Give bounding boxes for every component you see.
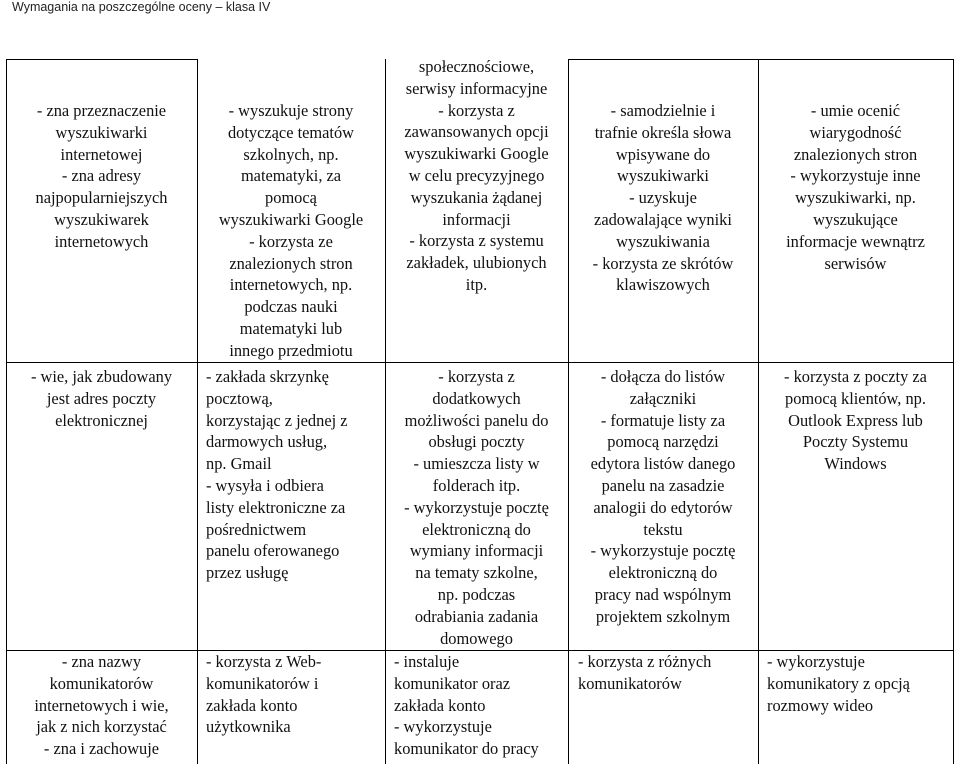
table-border <box>568 59 953 60</box>
table-cell: - zakłada skrzynkę pocztową, korzystając z jednej z darmowych usług, np. Gmail - wysyła i odbiera listy elektroniczne za pośrednictwem panelu oferowanego przez usługę <box>206 367 348 583</box>
table-cell: - korzysta z dodatkowych możliwości panelu do obsługi poczty - umieszcza listy w folderach itp. - wykorzystuje pocztę elektroniczną do wymiany informacji na tematy szkolne, np. podczas odrabiania zadania domowego <box>404 367 549 648</box>
table-cell: - samodzielnie i trafnie określa słowa wpisywane do wyszukiwarki - uzyskuje zadowalające wyniki wyszukiwania - korzysta ze skrótów klawiszowych <box>592 101 734 295</box>
table-cell: - korzysta z Web- komunikatorów i zakłada konto użytkownika <box>206 652 322 737</box>
table-cell: - wykorzystuje komunikatory z opcją rozmowy wideo <box>767 652 910 715</box>
table-border <box>6 59 197 60</box>
table-cell: - zna przeznaczenie wyszukiwarki internetowej - zna adresy najpopularniejszych wyszukiwarek internetowych <box>35 101 168 251</box>
table-cell: - korzysta z różnych komunikatorów <box>578 652 712 693</box>
table-border <box>6 362 953 363</box>
table-cell: społecznościowe, serwisy informacyjne - korzysta z zawansowanych opcji wyszukiwarki Google w celu precyzyjnego wyszukania żądanej informacji - korzysta z systemu zakładek, ulubionych itp. <box>404 57 549 294</box>
table-cell: - umie ocenić wiarygodność znalezionych stron - wykorzystuje inne wyszukiwarki, np. wyszukujące informacje wewnątrz serwisów <box>786 101 925 273</box>
table-cell: - wyszukuje strony dotyczące tematów szkolnych, np. matematyki, za pomocą wyszukiwarki Google - korzysta ze znalezionych stron internetowych, np. podczas nauki matematyki lub innego przedmiotu <box>218 101 364 360</box>
table-cell: - korzysta z poczty za pomocą klientów, np. Outlook Express lub Poczty Systemu Windows <box>784 367 927 474</box>
table-cell: - wie, jak zbudowany jest adres poczty elektronicznej <box>30 367 173 430</box>
table-cell: - instaluje komunikator oraz zakłada konto - wykorzystuje komunikator do pracy <box>394 652 539 759</box>
page-header: Wymagania na poszczególne oceny – klasa IV <box>12 0 271 14</box>
table-cell: - zna nazwy komunikatorów internetowych i wie, jak z nich korzystać - zna i zachowuje <box>34 652 169 759</box>
table-cell: - dołącza do listów załączniki - formatuje listy za pomocą narzędzi edytora listów danego panelu na zasadzie analogii do edytorów tekstu - wykorzystuje pocztę elektroniczną do pracy nad wspólnym projektem szkolnym <box>590 367 736 626</box>
table-border <box>953 59 954 764</box>
